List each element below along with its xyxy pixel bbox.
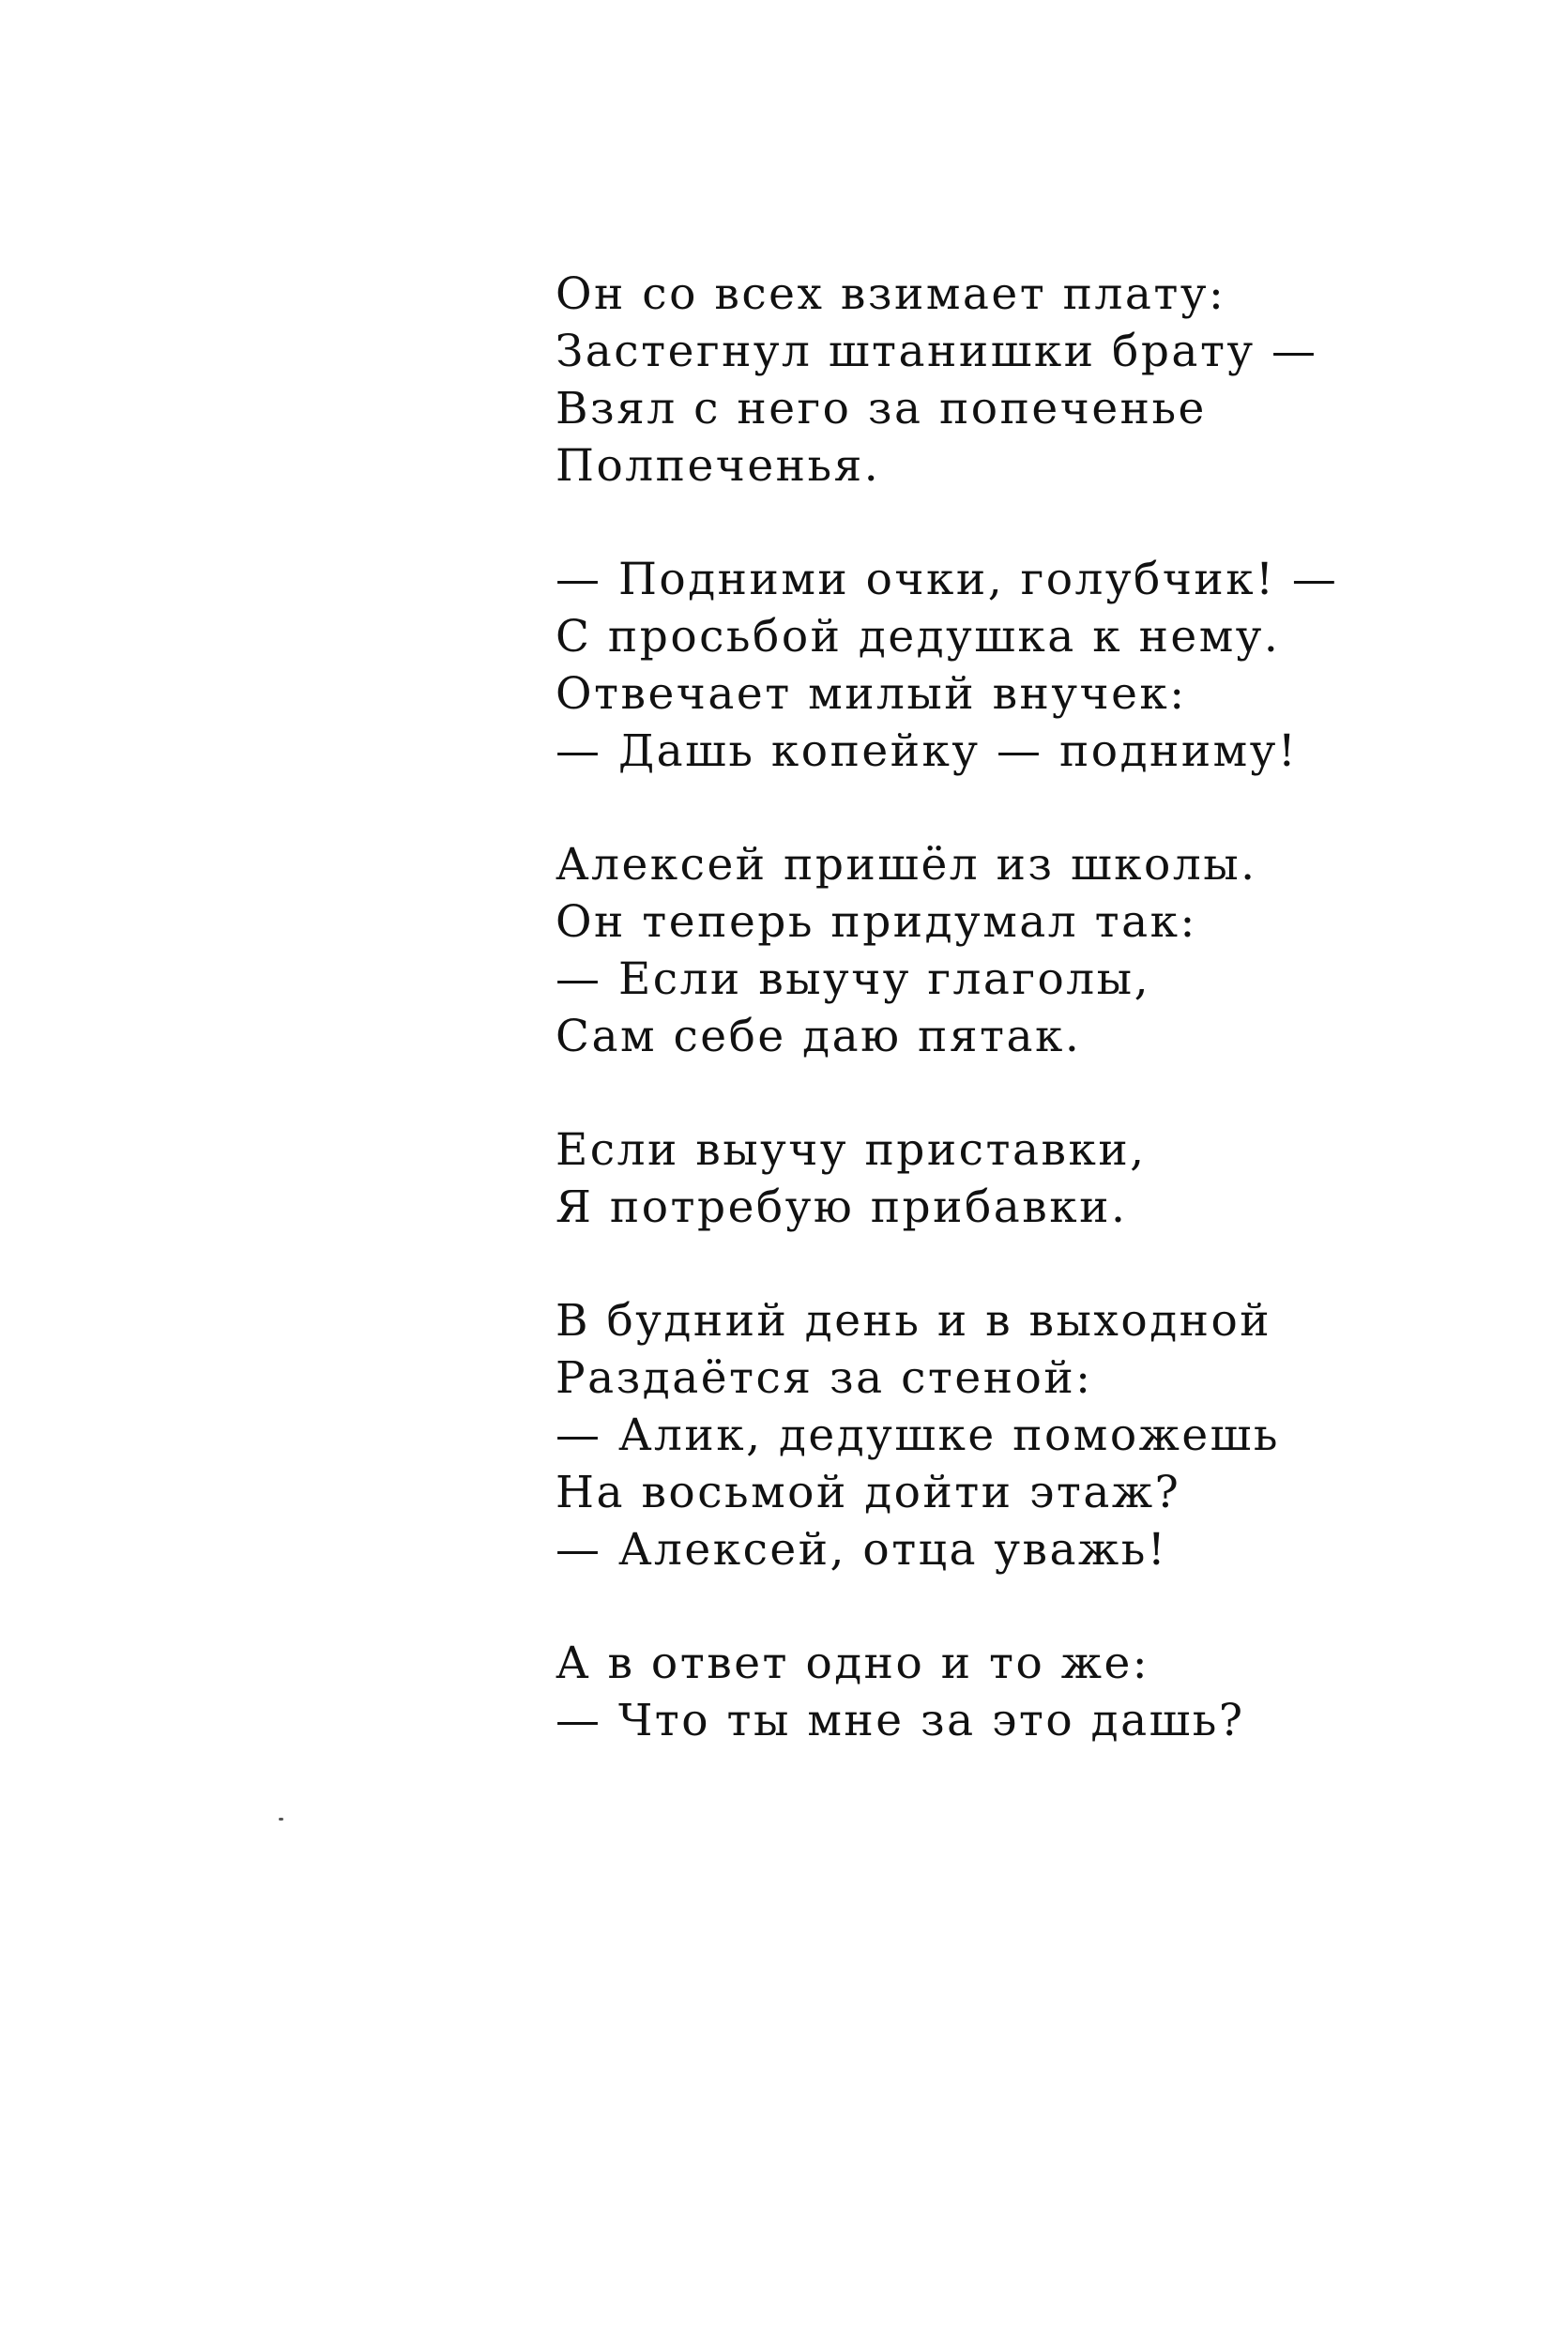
poem-line: В будний день и в выходной — [556, 1295, 1272, 1347]
stanza-4 — [556, 1121, 1494, 1236]
poem-line: На восьмой дойти этаж? — [556, 1467, 1181, 1518]
poem-line: А в ответ одно и то же: — [556, 1638, 1150, 1689]
poem-line: — Что ты мне за это дашь? — [556, 1695, 1245, 1746]
poem-line: Если выучу приставки, — [556, 1124, 1147, 1176]
poem-line: Раздаётся за стеной: — [556, 1352, 1093, 1404]
poem-line: — Если выучу глаголы, — [556, 953, 1151, 1005]
poem-line: — Дашь копейку — подниму! — [556, 725, 1299, 777]
poem-line: — Подними очки, голубчик! — — [556, 554, 1339, 605]
stanza-2 — [556, 551, 1494, 780]
poem-line: Застегнул штанишки брату — — [556, 326, 1318, 377]
poem-line: — Алексей, отца уважь! — [556, 1524, 1168, 1576]
poem-line: Он со всех взимает плату: — [556, 268, 1226, 320]
poem-line: Отвечает милый внучек: — [556, 668, 1187, 720]
stanza-3 — [556, 836, 1494, 1065]
stanza-1 — [556, 266, 1494, 495]
poem-line: Алексей пришёл из школы. — [556, 839, 1257, 891]
poem-line: Он теперь придумал так: — [556, 896, 1197, 948]
poem-line: Сам себе даю пятак. — [556, 1011, 1082, 1062]
poem-line: С просьбой дедушка к нему. — [556, 611, 1281, 663]
poem-line: Я потребую прибавки. — [556, 1181, 1128, 1233]
scan-speck — [279, 1818, 283, 1821]
stanza-5 — [556, 1292, 1494, 1578]
poem-line: Полпеченья. — [556, 440, 881, 492]
poem-line: Взял с него за попеченье — [556, 383, 1207, 434]
poem-line: — Алик, дедушке поможешь — [556, 1410, 1280, 1461]
stanza-6 — [556, 1635, 1494, 1749]
poem — [556, 266, 1494, 1806]
